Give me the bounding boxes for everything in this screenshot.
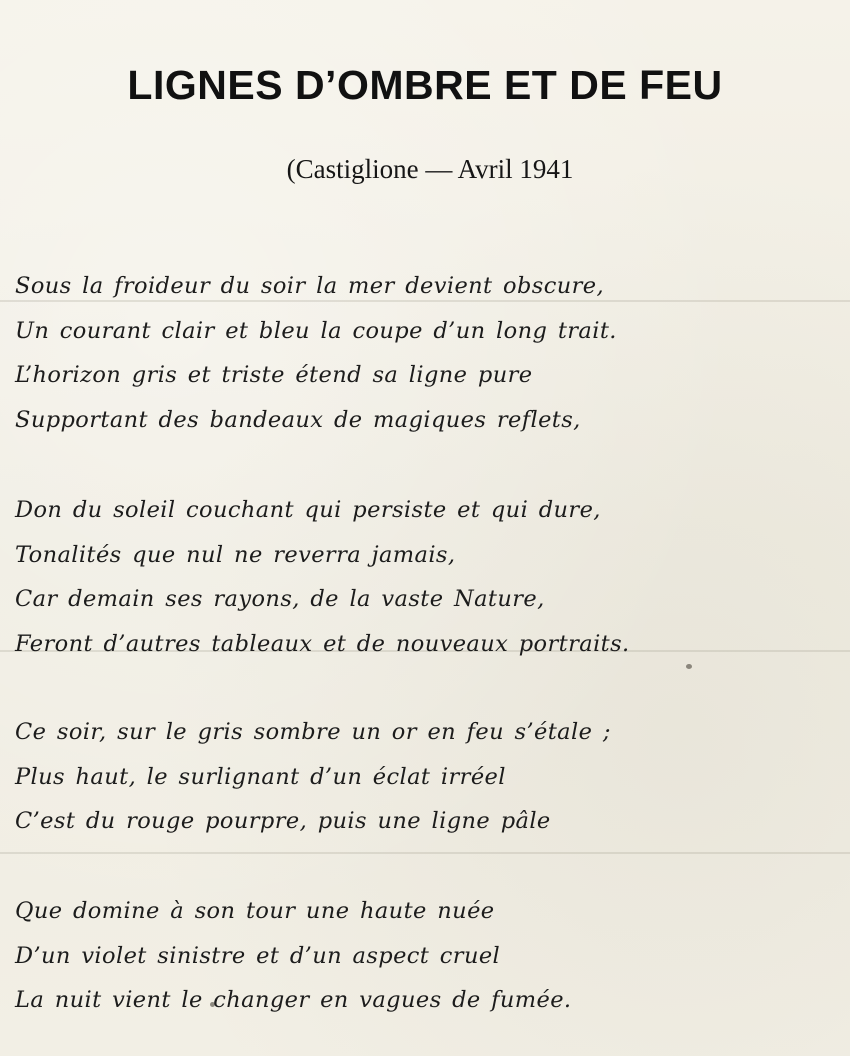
poem-line: Sous la froideur du soir la mer devient obscure,: [15, 273, 605, 299]
stanza-4: [15, 889, 835, 1023]
poem-line: Plus haut, le surlignant d’un éclat irréel: [15, 763, 506, 790]
poem-line: La nuit vient le changer en vagues de fumée.: [15, 987, 572, 1013]
poem-line: Un courant clair et bleu la coupe d’un long trait.: [15, 317, 617, 344]
poem-line: Supportant des bandeaux de magiques reflets,: [15, 406, 581, 433]
stanza-1: [15, 264, 835, 442]
poem-line: Feront d’autres tableaux et de nouveaux portraits.: [15, 630, 630, 657]
poem-line: Que domine à son tour une haute nuée: [15, 898, 495, 924]
poem-line: Tonalités que nul ne reverra jamais,: [15, 541, 456, 568]
poem-line: D’un violet sinistre et d’un aspect cruel: [15, 942, 501, 969]
poem-line: L’horizon gris et triste étend sa ligne pure: [15, 362, 533, 388]
poem-title: LIGNES D’OMBRE ET DE FEU: [127, 62, 723, 108]
stanza-2: [15, 488, 835, 666]
poem-line: Don du soleil couchant qui persiste et qui dure,: [15, 497, 601, 523]
poem-subtitle: (Castiglione — Avril 1941: [286, 154, 574, 184]
poem-line: Ce soir, sur le gris sombre un or en feu s’étale ;: [15, 719, 611, 745]
stanza-3: [15, 710, 835, 844]
poem-line: Car demain ses rayons, de la vaste Nature,: [15, 586, 545, 612]
poem-line: C’est du rouge pourpre, puis une ligne pâle: [15, 808, 551, 834]
paper-fold: [0, 852, 850, 854]
